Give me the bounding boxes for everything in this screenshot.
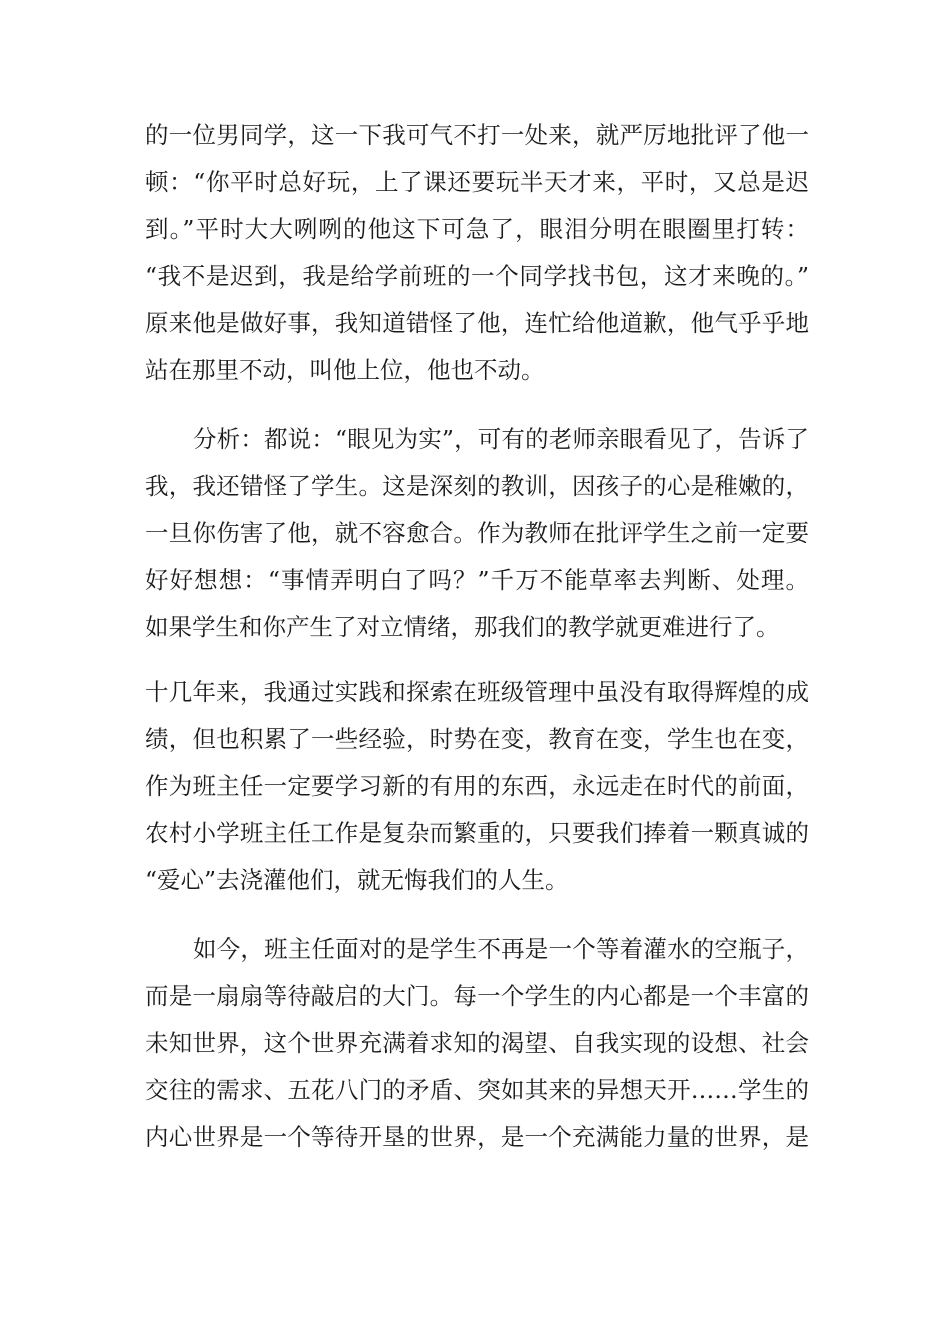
text-line: “我不是迟到，我是给学前班的一个同学找书包，这才来晚的。” [145,262,809,290]
text-line: 顿：“你平时总好玩，上了课还要玩半天才来，平时，又总是迟 [145,168,809,196]
text-line: 交往的需求、五花八门的矛盾、突如其来的异想天开……学生的 [145,1076,809,1104]
text-line: 原来他是做好事，我知道错怪了他，连忙给他道歉，他气乎乎地 [145,309,809,337]
paragraph-analysis [145,416,809,651]
text-line: 站在那里不动，叫他上位，他也不动。 [145,356,545,384]
text-line: 的一位男同学，这一下我可气不打一处来，就严厉地批评了他一 [145,121,809,149]
text-line: 好好想想：“事情弄明白了吗？”千万不能草率去判断、处理。 [145,566,809,594]
text-line: 我，我还错怪了学生。这是深刻的教训，因孩子的心是稚嫩的， [145,472,809,500]
paragraph-nowadays [145,926,809,1161]
text-line: 内心世界是一个等待开垦的世界，是一个充满能力量的世界，是 [145,1123,809,1151]
text-line: 十几年来，我通过实践和探索在班级管理中虽没有取得辉煌的成 [145,678,809,706]
text-line: 而是一扇扇等待敲启的大门。每一个学生的内心都是一个丰富的 [145,982,809,1010]
paragraph-1 [145,112,809,394]
text-line: 分析：都说：“眼见为实”，可有的老师亲眼看见了，告诉了 [193,425,809,453]
text-line: 如果学生和你产生了对立情绪，那我们的教学就更难进行了。 [145,613,780,641]
text-line: 农村小学班主任工作是复杂而繁重的，只要我们捧着一颗真诚的 [145,819,809,847]
text-line: 到。”平时大大咧咧的他这下可急了，眼泪分明在眼圈里打转： [145,215,809,243]
text-line: “爱心”去浇灌他们，就无悔我们的人生。 [145,866,569,894]
paragraph-conclusion [145,669,809,904]
text-line: 如今，班主任面对的是学生不再是一个等着灌水的空瓶子， [193,935,809,963]
text-line: 一旦你伤害了他，就不容愈合。作为教师在批评学生之前一定要 [145,519,809,547]
text-line: 绩，但也积累了一些经验，时势在变，教育在变，学生也在变， [145,725,809,753]
text-line: 作为班主任一定要学习新的有用的东西，永远走在时代的前面， [145,772,809,800]
text-line: 未知世界，这个世界充满着求知的渴望、自我实现的设想、社会 [145,1029,809,1057]
document-page [145,112,809,1183]
